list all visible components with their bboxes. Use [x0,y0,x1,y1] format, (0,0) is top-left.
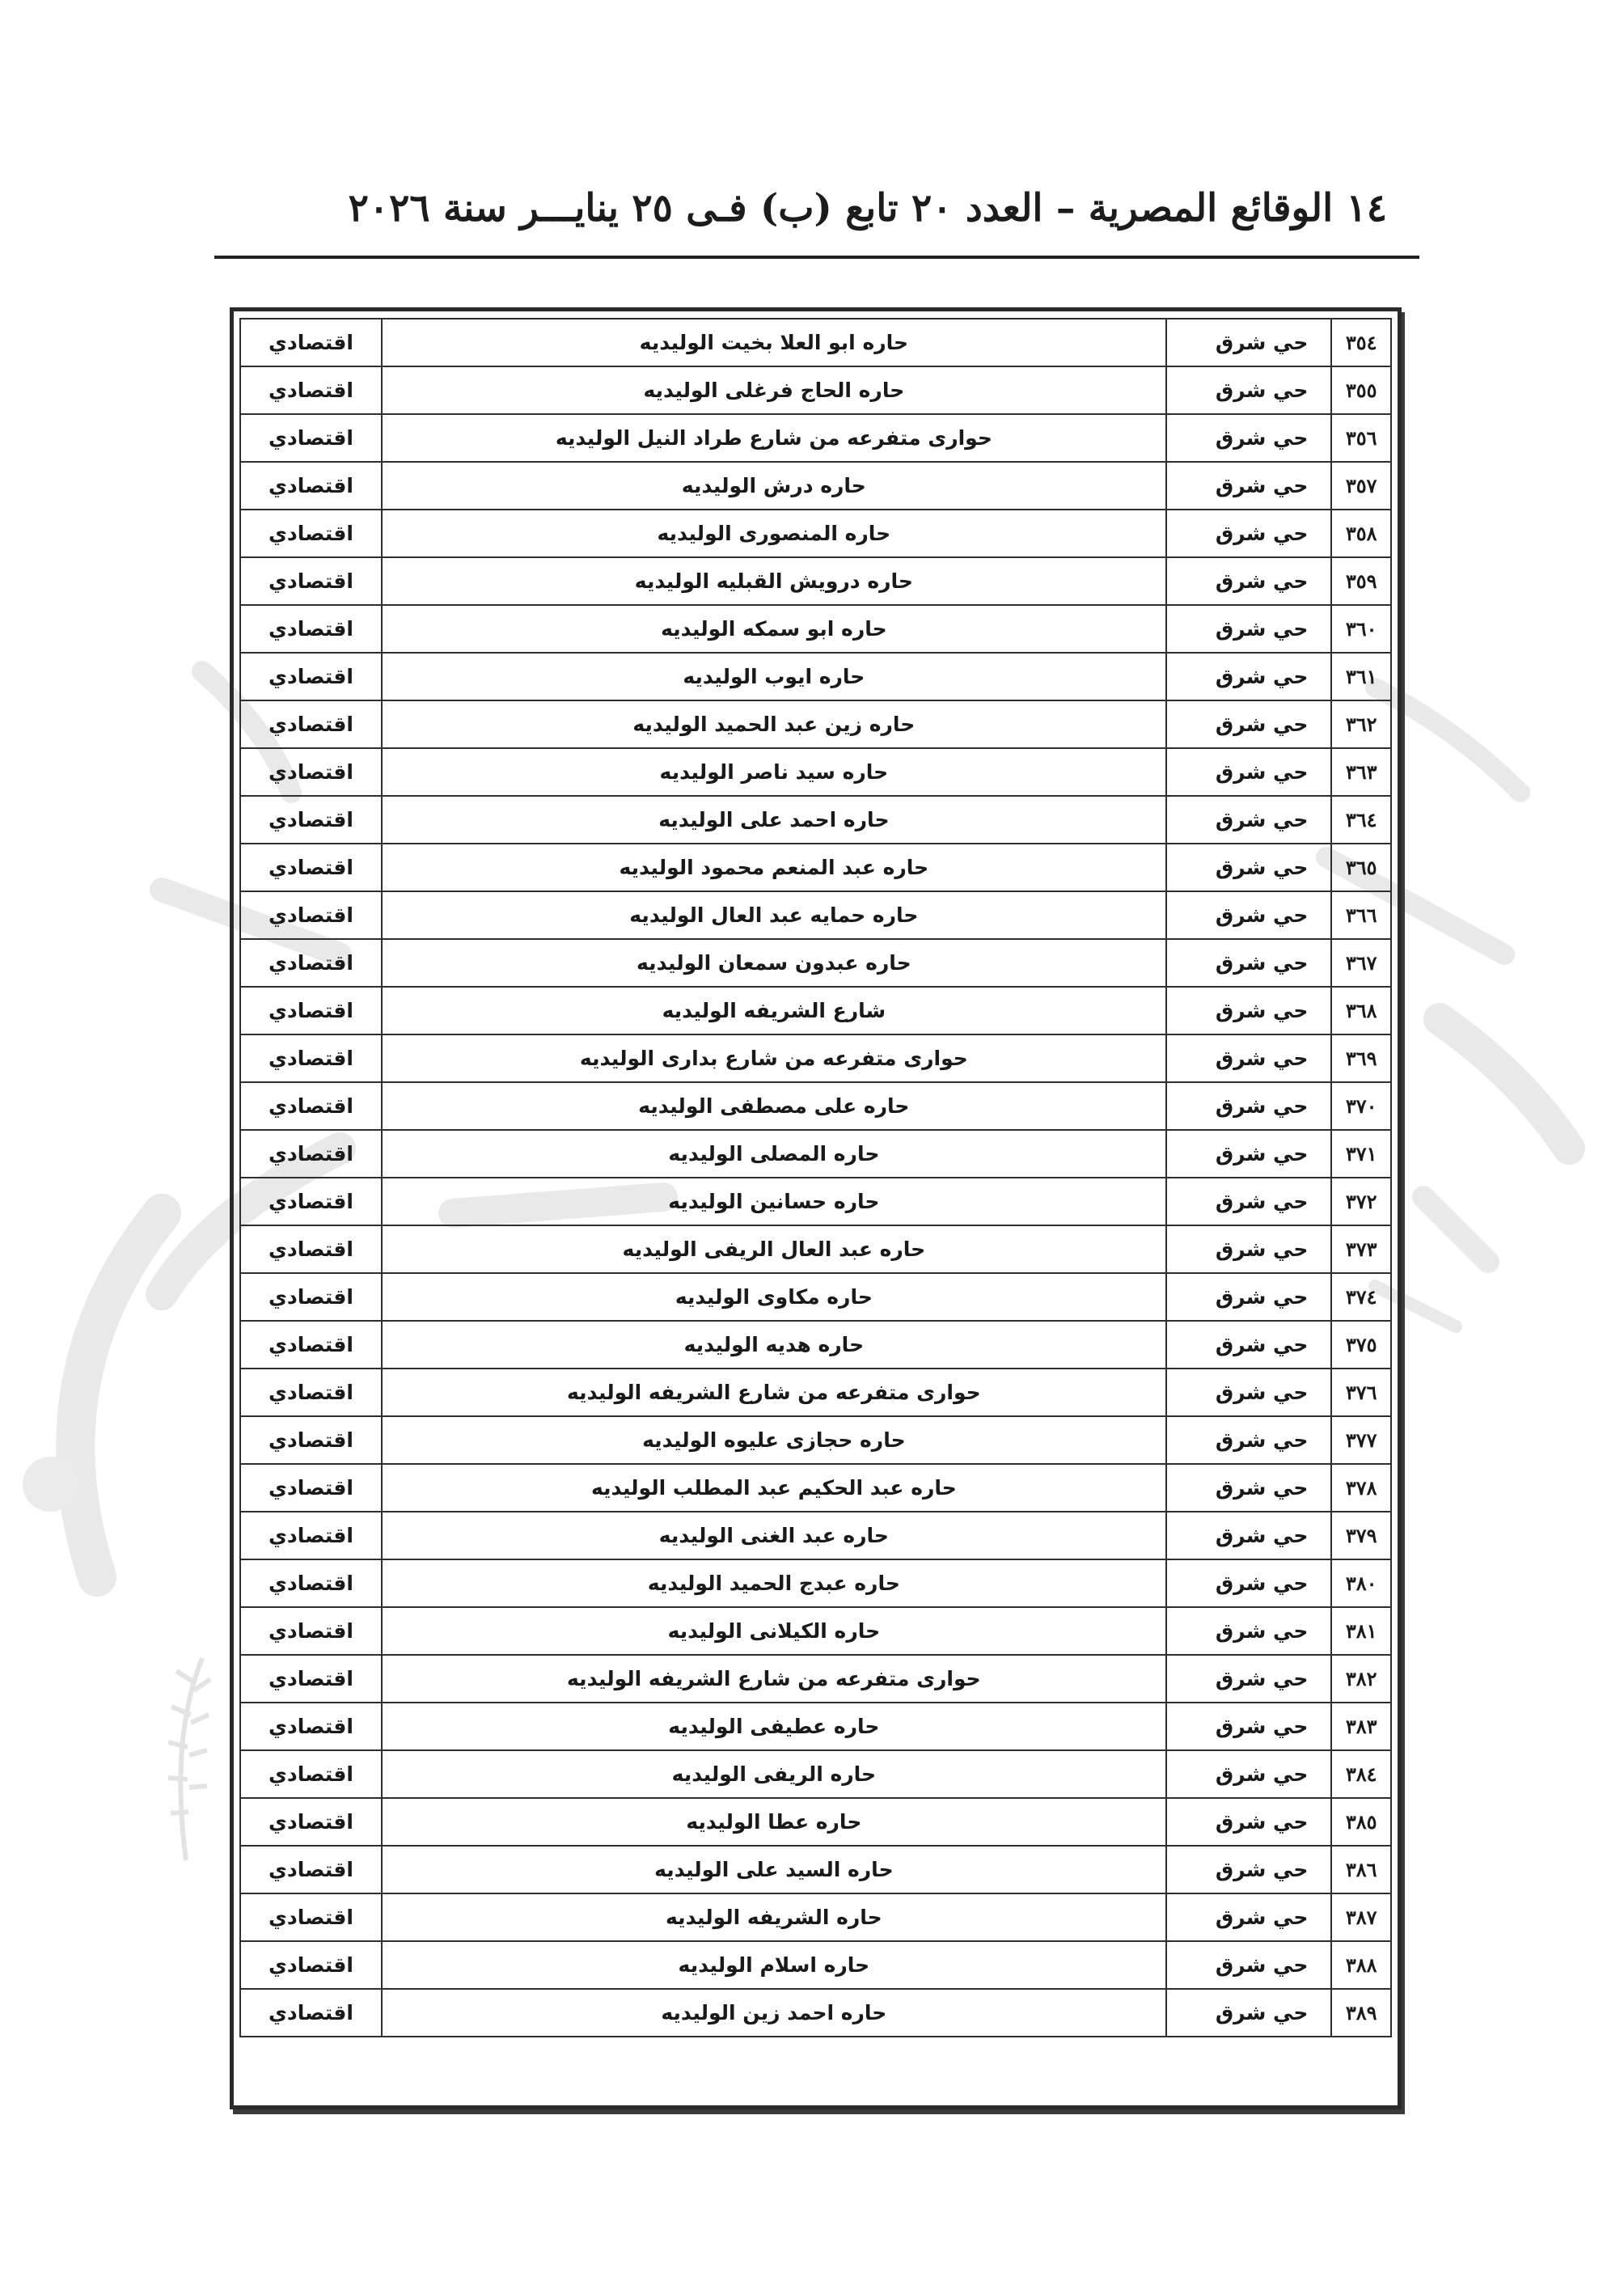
header-rule [214,256,1419,259]
row-district: حي شرق [1166,1989,1332,2037]
table-row [240,1989,1391,2037]
row-district: حي شرق [1166,1082,1332,1130]
row-street-name: حاره زين عبد الحميد الوليديه [382,700,1166,748]
row-number: ٣٦٨ [1331,987,1391,1034]
row-classification: اقتصادي [240,1178,382,1225]
row-classification: اقتصادي [240,510,382,557]
row-classification: اقتصادي [240,1464,382,1512]
row-number: ٣٦٠ [1331,605,1391,653]
table-row [240,653,1391,700]
row-street-name: حاره الكيلانى الوليديه [382,1607,1166,1655]
row-classification: اقتصادي [240,1321,382,1369]
row-number: ٣٦٣ [1331,748,1391,796]
row-number: ٣٨٥ [1331,1798,1391,1846]
row-district: حي شرق [1166,1416,1332,1464]
row-number: ٣٦٩ [1331,1034,1391,1082]
row-classification: اقتصادي [240,891,382,939]
row-district: حي شرق [1166,1512,1332,1559]
row-classification: اقتصادي [240,1607,382,1655]
row-street-name: حاره ابو العلا بخيت الوليديه [382,319,1166,366]
table-row [240,1559,1391,1607]
row-street-name: حاره المصلى الوليديه [382,1130,1166,1178]
row-classification: اقتصادي [240,1225,382,1273]
row-classification: اقتصادي [240,1655,382,1703]
table-row [240,1703,1391,1750]
table-row [240,1178,1391,1225]
row-district: حي شرق [1166,1130,1332,1178]
row-classification: اقتصادي [240,1082,382,1130]
row-street-name: حاره سيد ناصر الوليديه [382,748,1166,796]
table-row [240,1798,1391,1846]
row-number: ٣٨٤ [1331,1750,1391,1798]
table-row [240,1464,1391,1512]
row-street-name: حاره عبدج الحميد الوليديه [382,1559,1166,1607]
table-body [240,319,1391,2037]
row-street-name: حاره الحاج فرغلى الوليديه [382,366,1166,414]
row-classification: اقتصادي [240,653,382,700]
row-classification: اقتصادي [240,987,382,1034]
row-street-name: حاره عطا الوليديه [382,1798,1166,1846]
row-street-name: حاره ابو سمكه الوليديه [382,605,1166,653]
row-classification: اقتصادي [240,1703,382,1750]
row-number: ٣٧٢ [1331,1178,1391,1225]
row-street-name: حاره عطيفى الوليديه [382,1703,1166,1750]
table-row [240,510,1391,557]
row-number: ٣٥٥ [1331,366,1391,414]
row-district: حي شرق [1166,1846,1332,1893]
row-number: ٣٥٧ [1331,462,1391,510]
row-street-name: حاره اسلام الوليديه [382,1941,1166,1989]
row-district: حي شرق [1166,319,1332,366]
row-number: ٣٨٢ [1331,1655,1391,1703]
table-row [240,1846,1391,1893]
table-row [240,605,1391,653]
row-district: حي شرق [1166,1941,1332,1989]
row-district: حي شرق [1166,414,1332,462]
row-number: ٣٥٤ [1331,319,1391,366]
table-row [240,1512,1391,1559]
row-classification: اقتصادي [240,319,382,366]
row-street-name: حاره درش الوليديه [382,462,1166,510]
row-district: حي شرق [1166,1034,1332,1082]
row-classification: اقتصادي [240,1846,382,1893]
row-number: ٣٧٠ [1331,1082,1391,1130]
row-classification: اقتصادي [240,1369,382,1416]
page-header: ١٤ الوقائع المصرية – العدد ٢٠ تابع (ب) فـى ٢٥ ينايـــر سنة ٢٠٢٦ [348,186,1387,231]
table-row [240,1655,1391,1703]
table-row [240,1941,1391,1989]
row-district: حي شرق [1166,1464,1332,1512]
row-number: ٣٥٨ [1331,510,1391,557]
row-classification: اقتصادي [240,462,382,510]
row-district: حي شرق [1166,796,1332,844]
row-street-name: حاره درويش القبليه الوليديه [382,557,1166,605]
row-district: حي شرق [1166,1655,1332,1703]
table-row [240,844,1391,891]
row-street-name: حوارى متفرعه من شارع بدارى الوليديه [382,1034,1166,1082]
row-number: ٣٨٦ [1331,1846,1391,1893]
row-district: حي شرق [1166,891,1332,939]
table-row [240,1607,1391,1655]
row-district: حي شرق [1166,1178,1332,1225]
row-district: حي شرق [1166,1893,1332,1941]
table-row [240,319,1391,366]
row-street-name: حاره عبد العال الريفى الوليديه [382,1225,1166,1273]
row-classification: اقتصادي [240,414,382,462]
row-district: حي شرق [1166,1750,1332,1798]
row-classification: اقتصادي [240,1512,382,1559]
table-row [240,987,1391,1034]
row-classification: اقتصادي [240,1893,382,1941]
row-classification: اقتصادي [240,1130,382,1178]
row-street-name: حاره عبد الحكيم عبد المطلب الوليديه [382,1464,1166,1512]
table-row [240,1082,1391,1130]
row-number: ٣٦٧ [1331,939,1391,987]
row-classification: اقتصادي [240,939,382,987]
row-district: حي شرق [1166,1607,1332,1655]
row-classification: اقتصادي [240,557,382,605]
table-row [240,1273,1391,1321]
row-number: ٣٧٩ [1331,1512,1391,1559]
row-classification: اقتصادي [240,796,382,844]
row-number: ٣٨٧ [1331,1893,1391,1941]
row-street-name: حاره احمد زين الوليديه [382,1989,1166,2037]
row-number: ٣٨٨ [1331,1941,1391,1989]
row-district: حي شرق [1166,700,1332,748]
row-street-name: حاره حجازى عليوه الوليديه [382,1416,1166,1464]
row-number: ٣٦٢ [1331,700,1391,748]
table-row [240,1034,1391,1082]
row-number: ٣٨١ [1331,1607,1391,1655]
row-classification: اقتصادي [240,1416,382,1464]
row-street-name: حاره مكاوى الوليديه [382,1273,1166,1321]
row-street-name: حوارى متفرعه من شارع طراد النيل الوليديه [382,414,1166,462]
row-number: ٣٥٦ [1331,414,1391,462]
row-district: حي شرق [1166,557,1332,605]
row-classification: اقتصادي [240,1034,382,1082]
streets-table [239,318,1392,2037]
row-district: حي شرق [1166,1798,1332,1846]
row-number: ٣٧٧ [1331,1416,1391,1464]
table-row [240,939,1391,987]
row-number: ٣٦٤ [1331,796,1391,844]
table-row [240,748,1391,796]
row-street-name: حاره احمد على الوليديه [382,796,1166,844]
table-row [240,1130,1391,1178]
row-number: ٣٧١ [1331,1130,1391,1178]
row-classification: اقتصادي [240,1798,382,1846]
row-classification: اقتصادي [240,1941,382,1989]
table-row [240,1893,1391,1941]
row-classification: اقتصادي [240,1989,382,2037]
row-district: حي شرق [1166,748,1332,796]
row-number: ٣٧٣ [1331,1225,1391,1273]
row-classification: اقتصادي [240,1559,382,1607]
table-row [240,366,1391,414]
table-row [240,414,1391,462]
row-classification: اقتصادي [240,700,382,748]
row-street-name: حاره ايوب الوليديه [382,653,1166,700]
row-number: ٣٧٦ [1331,1369,1391,1416]
row-classification: اقتصادي [240,1273,382,1321]
row-street-name: حاره عبد الغنى الوليديه [382,1512,1166,1559]
row-street-name: حاره عبدون سمعان الوليديه [382,939,1166,987]
row-classification: اقتصادي [240,748,382,796]
row-district: حي شرق [1166,510,1332,557]
row-number: ٣٧٨ [1331,1464,1391,1512]
row-street-name: حوارى متفرعه من شارع الشريفه الوليديه [382,1655,1166,1703]
row-district: حي شرق [1166,844,1332,891]
row-number: ٣٥٩ [1331,557,1391,605]
row-number: ٣٨٣ [1331,1703,1391,1750]
table-row [240,1369,1391,1416]
row-street-name: حاره عبد المنعم محمود الوليديه [382,844,1166,891]
row-number: ٣٨٩ [1331,1989,1391,2037]
row-number: ٣٧٥ [1331,1321,1391,1369]
table-row [240,1225,1391,1273]
row-district: حي شرق [1166,1369,1332,1416]
table-row [240,1416,1391,1464]
row-number: ٣٦٥ [1331,844,1391,891]
row-street-name: حاره المنصورى الوليديه [382,510,1166,557]
row-district: حي شرق [1166,605,1332,653]
table-row [240,462,1391,510]
table-row [240,1321,1391,1369]
row-street-name: حاره الريفى الوليديه [382,1750,1166,1798]
row-street-name: حاره السيد على الوليديه [382,1846,1166,1893]
row-district: حي شرق [1166,1703,1332,1750]
table-row [240,891,1391,939]
row-street-name: حاره هديه الوليديه [382,1321,1166,1369]
row-district: حي شرق [1166,1321,1332,1369]
row-classification: اقتصادي [240,1750,382,1798]
row-district: حي شرق [1166,1273,1332,1321]
row-district: حي شرق [1166,462,1332,510]
table-row [240,700,1391,748]
row-number: ٣٧٤ [1331,1273,1391,1321]
row-number: ٣٦١ [1331,653,1391,700]
row-street-name: شارع الشريفه الوليديه [382,987,1166,1034]
row-district: حي شرق [1166,1559,1332,1607]
row-street-name: حاره حمايه عبد العال الوليديه [382,891,1166,939]
table-row [240,1750,1391,1798]
row-street-name: حاره على مصطفى الوليديه [382,1082,1166,1130]
row-district: حي شرق [1166,1225,1332,1273]
row-number: ٣٨٠ [1331,1559,1391,1607]
row-classification: اقتصادي [240,366,382,414]
table-row [240,557,1391,605]
row-street-name: حاره حسانين الوليديه [382,1178,1166,1225]
row-street-name: حاره الشريفه الوليديه [382,1893,1166,1941]
row-district: حي شرق [1166,987,1332,1034]
table-row [240,796,1391,844]
row-district: حي شرق [1166,653,1332,700]
row-district: حي شرق [1166,939,1332,987]
row-district: حي شرق [1166,366,1332,414]
row-classification: اقتصادي [240,605,382,653]
row-number: ٣٦٦ [1331,891,1391,939]
row-classification: اقتصادي [240,844,382,891]
row-street-name: حوارى متفرعه من شارع الشريفه الوليديه [382,1369,1166,1416]
